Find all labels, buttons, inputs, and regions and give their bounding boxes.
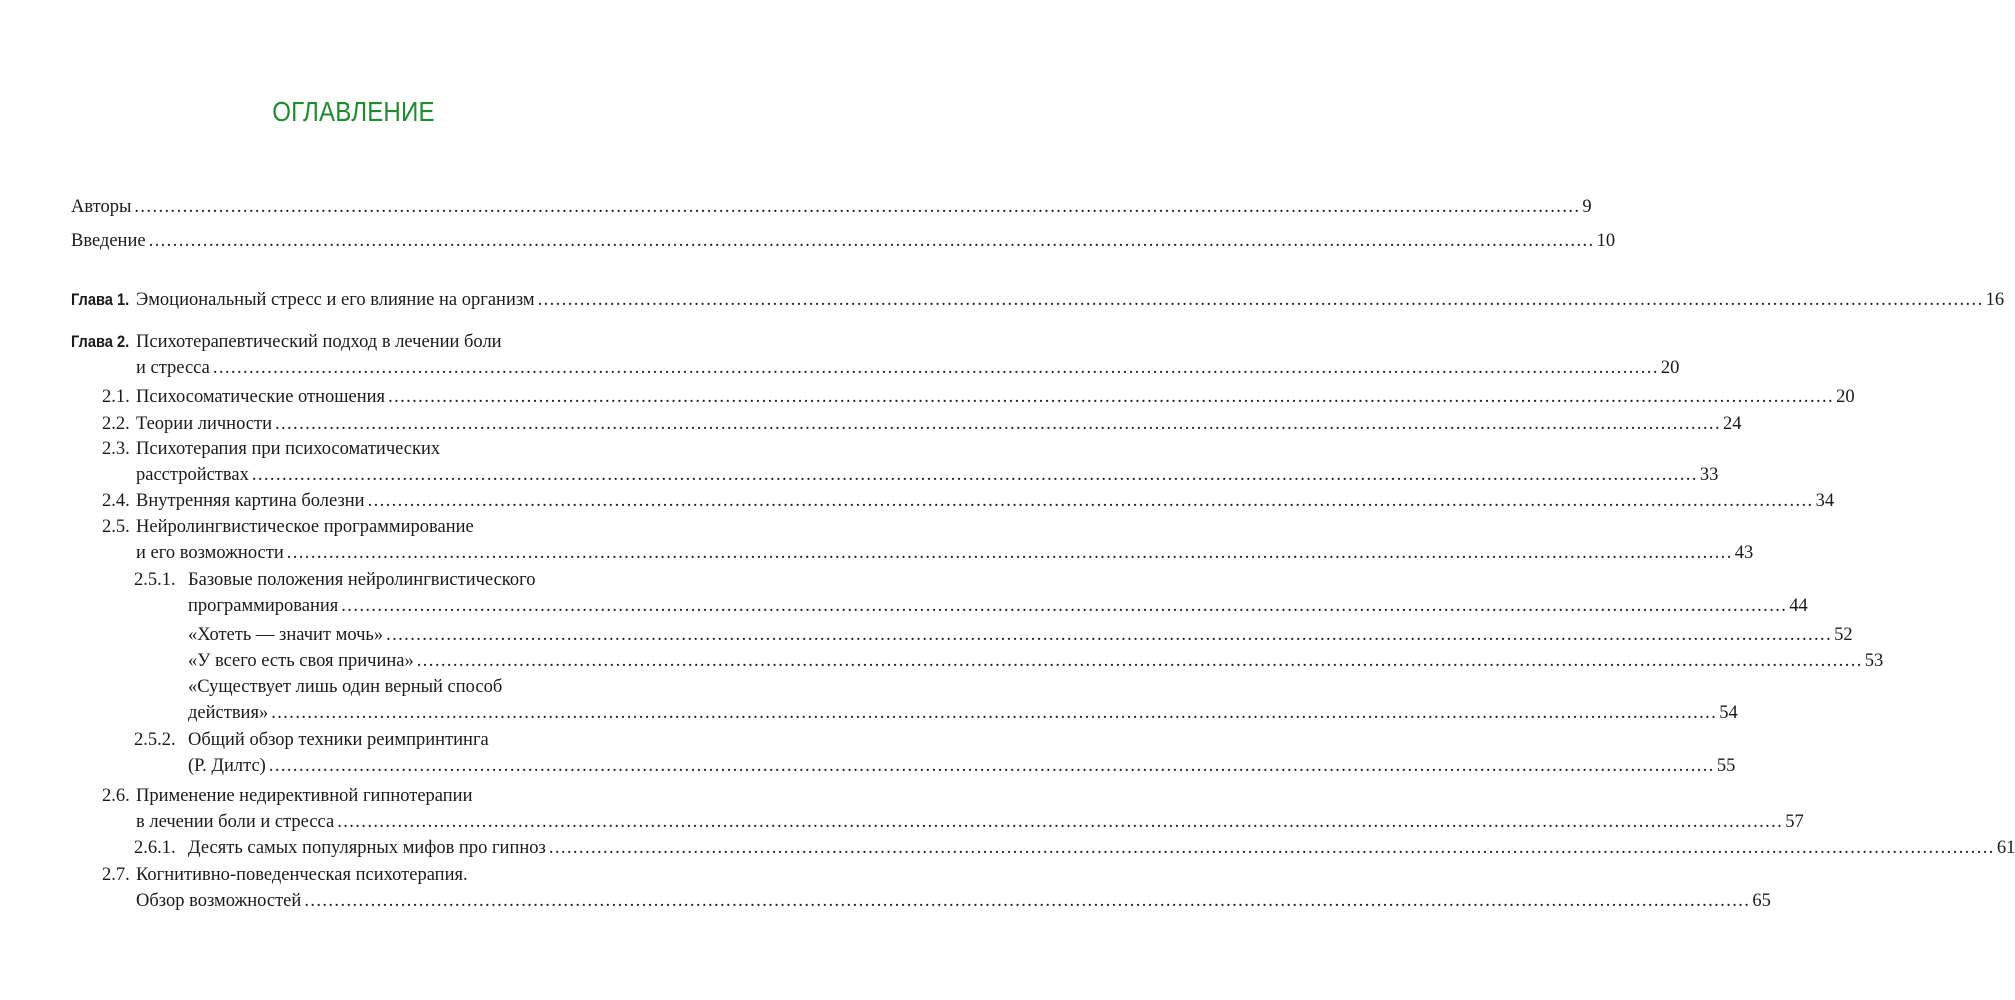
toc-page-number: 55 (1716, 756, 1736, 776)
toc-entry-text: и его возможности (136, 543, 284, 563)
dot-leader: ................................................................................................................................................................................................................................................ (251, 465, 1698, 485)
toc-entry-s2_1[interactable] (102, 384, 1855, 410)
toc-entry-text: в лечении боли и стресса (136, 812, 335, 832)
toc-entry-number: 2.5.1. (134, 570, 176, 590)
toc-entry-text: «Хотеть — значит мочь» (188, 625, 384, 645)
toc-entry-text: Когнитивно-поведенческая психотерапия. (136, 865, 468, 885)
toc-page-number: 44 (1789, 596, 1808, 616)
toc-entry-number: 2.5. (102, 517, 130, 537)
toc-entry-text: Введение (71, 231, 146, 251)
toc-entry-text: Десять самых популярных мифов про гипноз (188, 838, 546, 858)
page-title: ОГЛАВЛЕНИЕ (272, 96, 435, 127)
toc-entry-number: 2.5.2. (134, 730, 176, 750)
toc-entry-number: 2.6.1. (134, 838, 176, 858)
dot-leader: ................................................................................................................................................................................................................................................ (548, 838, 1995, 858)
toc-entry-text: Психотерапия при психосоматических (136, 439, 441, 459)
toc-entry-q1[interactable] (188, 622, 1853, 648)
toc-page-number: 43 (1734, 543, 1754, 563)
toc-page-number: 65 (1752, 891, 1771, 911)
toc-entry-text: Психосоматические отношения (136, 387, 386, 407)
toc-entry-text: Нейролингвистическое программирование (136, 517, 474, 537)
toc-entry-text: Общий обзор техники реимпринтинга (188, 730, 489, 750)
toc-page-number: 24 (1722, 414, 1742, 434)
toc-entry-s2_5_1[interactable] (134, 567, 1808, 619)
dot-leader: ................................................................................................................................................................................................................................................ (304, 891, 1751, 911)
toc-entry-s2_6_1[interactable] (134, 835, 2015, 861)
toc-entry-number: Глава 2. (71, 332, 130, 351)
dot-leader: ................................................................................................................................................................................................................................................ (274, 414, 1721, 434)
toc-page-number: 16 (1985, 290, 2005, 310)
toc-entry-text: Эмоциональный стресс и его влияние на организм (136, 290, 535, 310)
dot-leader: ................................................................................................................................................................................................................................................ (367, 491, 1814, 511)
toc-entry-text: (Р. Дилтс) (188, 756, 266, 776)
toc-page-number: 53 (1864, 651, 1884, 671)
toc-entry-text: и стресса (136, 358, 210, 378)
toc-page-number: 20 (1836, 387, 1855, 407)
dot-leader: ................................................................................................................................................................................................................................................ (271, 703, 1718, 723)
toc-entry-text: «Существует лишь один верный способ (188, 677, 503, 697)
toc-page-number: 33 (1699, 465, 1719, 485)
dot-leader: ................................................................................................................................................................................................................................................ (134, 197, 1581, 217)
dot-leader: ................................................................................................................................................................................................................................................ (388, 387, 1835, 407)
dot-leader: ................................................................................................................................................................................................................................................ (341, 596, 1788, 616)
toc-entry-text: действия» (188, 703, 269, 723)
toc-entry-text: Обзор возможностей (136, 891, 302, 911)
dot-leader: ................................................................................................................................................................................................................................................ (286, 543, 1733, 563)
toc-entry-avtory[interactable] (71, 194, 1592, 220)
toc-entry-s2_5[interactable] (102, 514, 1754, 566)
toc-entry-s2_4[interactable] (102, 488, 1835, 514)
toc-entry-s2_7[interactable] (102, 862, 1771, 914)
toc-entry-number: 2.7. (102, 865, 130, 885)
toc-entry-number: 2.2. (102, 414, 130, 434)
toc-page-number: 20 (1660, 358, 1680, 378)
toc-page-number: 61 (1996, 838, 2015, 858)
dot-leader: ................................................................................................................................................................................................................................................ (212, 358, 1659, 378)
toc-entry-text: Психотерапевтический подход в лечении боли (136, 332, 502, 352)
toc-entry-s2_6[interactable] (102, 783, 1804, 835)
toc-entry-q2[interactable] (188, 648, 1884, 674)
toc-entry-text: программирования (188, 596, 339, 616)
toc-entry-ch2[interactable] (71, 329, 1680, 381)
toc-entry-s2_5_2[interactable] (134, 727, 1736, 779)
toc-entry-number: 2.3. (102, 439, 130, 459)
toc-entry-text: Теории личности (136, 414, 272, 434)
toc-entry-text: Авторы (71, 197, 132, 217)
toc-entry-q3[interactable] (188, 674, 1738, 726)
toc-entry-number: 2.1. (102, 387, 130, 407)
toc-page-number: 10 (1596, 231, 1616, 251)
toc-entry-text: Внутренняя картина болезни (136, 491, 365, 511)
toc-entry-text: «У всего есть своя причина» (188, 651, 414, 671)
toc-page-number: 57 (1785, 812, 1804, 832)
toc-entry-ch1[interactable] (71, 287, 2005, 313)
toc-entry-number: 2.4. (102, 491, 130, 511)
toc-entry-vvedenie[interactable] (71, 228, 1616, 254)
toc-entry-s2_3[interactable] (102, 436, 1719, 488)
toc-page-number: 54 (1719, 703, 1738, 723)
dot-leader: ................................................................................................................................................................................................................................................ (386, 625, 1833, 645)
toc-entry-number: Глава 1. (71, 290, 130, 309)
dot-leader: ................................................................................................................................................................................................................................................ (148, 231, 1595, 251)
dot-leader: ................................................................................................................................................................................................................................................ (416, 651, 1863, 671)
toc-entry-text: Базовые положения нейролингвистического (188, 570, 536, 590)
toc-entry-s2_2[interactable] (102, 411, 1742, 437)
dot-leader: ................................................................................................................................................................................................................................................ (268, 756, 1715, 776)
toc-entry-text: расстройствах (136, 465, 249, 485)
toc-page-number: 34 (1815, 491, 1835, 511)
toc-page-number: 52 (1834, 625, 1853, 645)
toc-page-number: 9 (1582, 197, 1592, 217)
dot-leader: ................................................................................................................................................................................................................................................ (537, 290, 1984, 310)
toc-entry-text: Применение недирективной гипнотерапии (136, 786, 473, 806)
toc-entry-number: 2.6. (102, 786, 130, 806)
dot-leader: ................................................................................................................................................................................................................................................ (337, 812, 1784, 832)
